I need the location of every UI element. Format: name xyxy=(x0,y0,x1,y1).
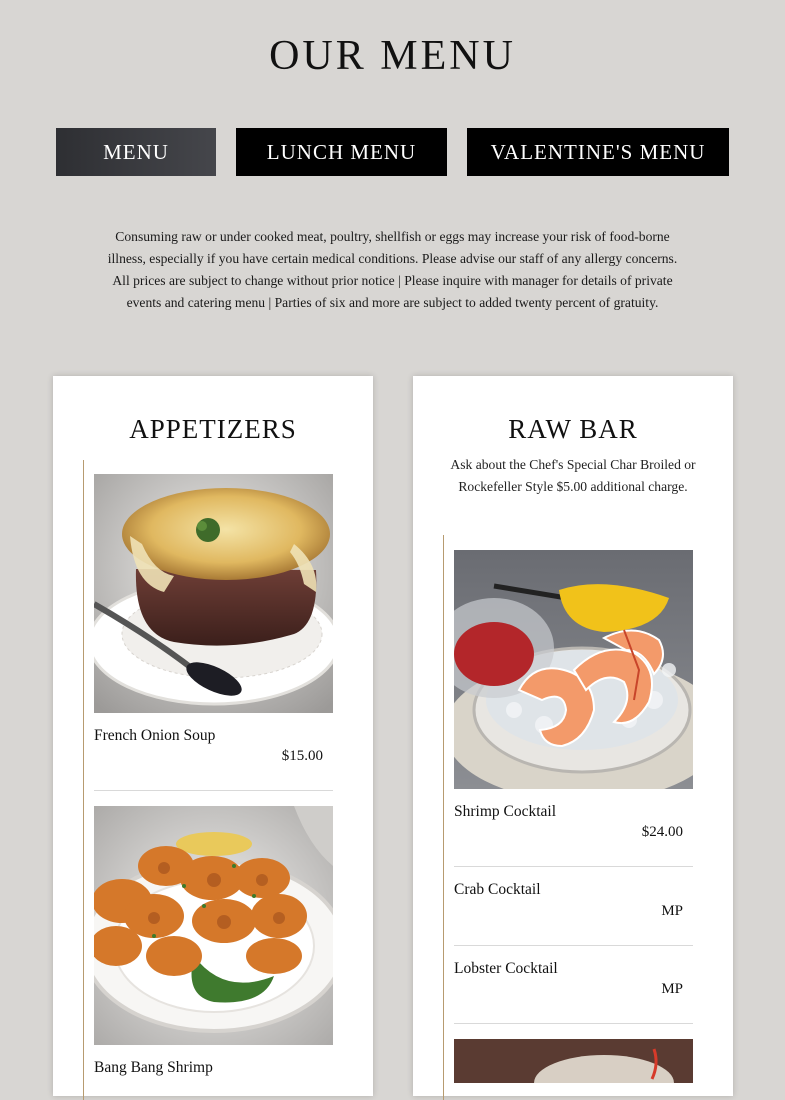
item-divider xyxy=(454,945,693,946)
menu-notice: Consuming raw or under cooked meat, poultry, shellfish or eggs may increase your risk of food-borne illness, especially if you have certain medical conditions. Please advise our staff of any allergy concerns. All prices are subject to change without prior notice | Please inquire with manager for details of private events and catering menu | Parties of six and more are subject to added twenty percent of gratuity. xyxy=(107,229,678,310)
item-name: Bang Bang Shrimp xyxy=(94,1059,213,1076)
item-divider xyxy=(94,790,333,791)
tab-valentines-menu[interactable]: VALENTINE'S MENU xyxy=(467,128,729,176)
next-item-image[interactable] xyxy=(454,1039,693,1083)
item-name: Lobster Cocktail xyxy=(454,960,558,977)
shrimp-cocktail-image[interactable] xyxy=(454,550,693,789)
accent-line xyxy=(443,535,444,1100)
bang-bang-shrimp-image[interactable] xyxy=(94,806,333,1045)
item-price: MP xyxy=(661,981,683,997)
item-price: $24.00 xyxy=(641,824,683,840)
item-divider xyxy=(454,1023,693,1024)
item-price: $15.00 xyxy=(281,748,323,764)
item-name: French Onion Soup xyxy=(94,727,216,744)
raw-bar-title: RAW BAR xyxy=(508,414,638,444)
item-divider xyxy=(454,866,693,867)
raw-bar-description: Ask about the Chef's Special Char Broiled or Rockefeller Style $5.00 additional charge. xyxy=(450,457,696,494)
item-name: Crab Cocktail xyxy=(454,881,541,898)
tab-lunch-menu[interactable]: LUNCH MENU xyxy=(236,128,447,176)
appetizers-card xyxy=(53,376,373,1096)
item-price: MP xyxy=(661,903,683,919)
raw-bar-card xyxy=(413,376,733,1096)
accent-line xyxy=(83,460,84,1100)
tab-menu[interactable]: MENU xyxy=(56,128,216,176)
page-title: OUR MENU xyxy=(269,33,516,79)
french-onion-soup-image[interactable] xyxy=(94,474,333,713)
appetizers-title: APPETIZERS xyxy=(129,414,297,444)
item-name: Shrimp Cocktail xyxy=(454,803,557,820)
